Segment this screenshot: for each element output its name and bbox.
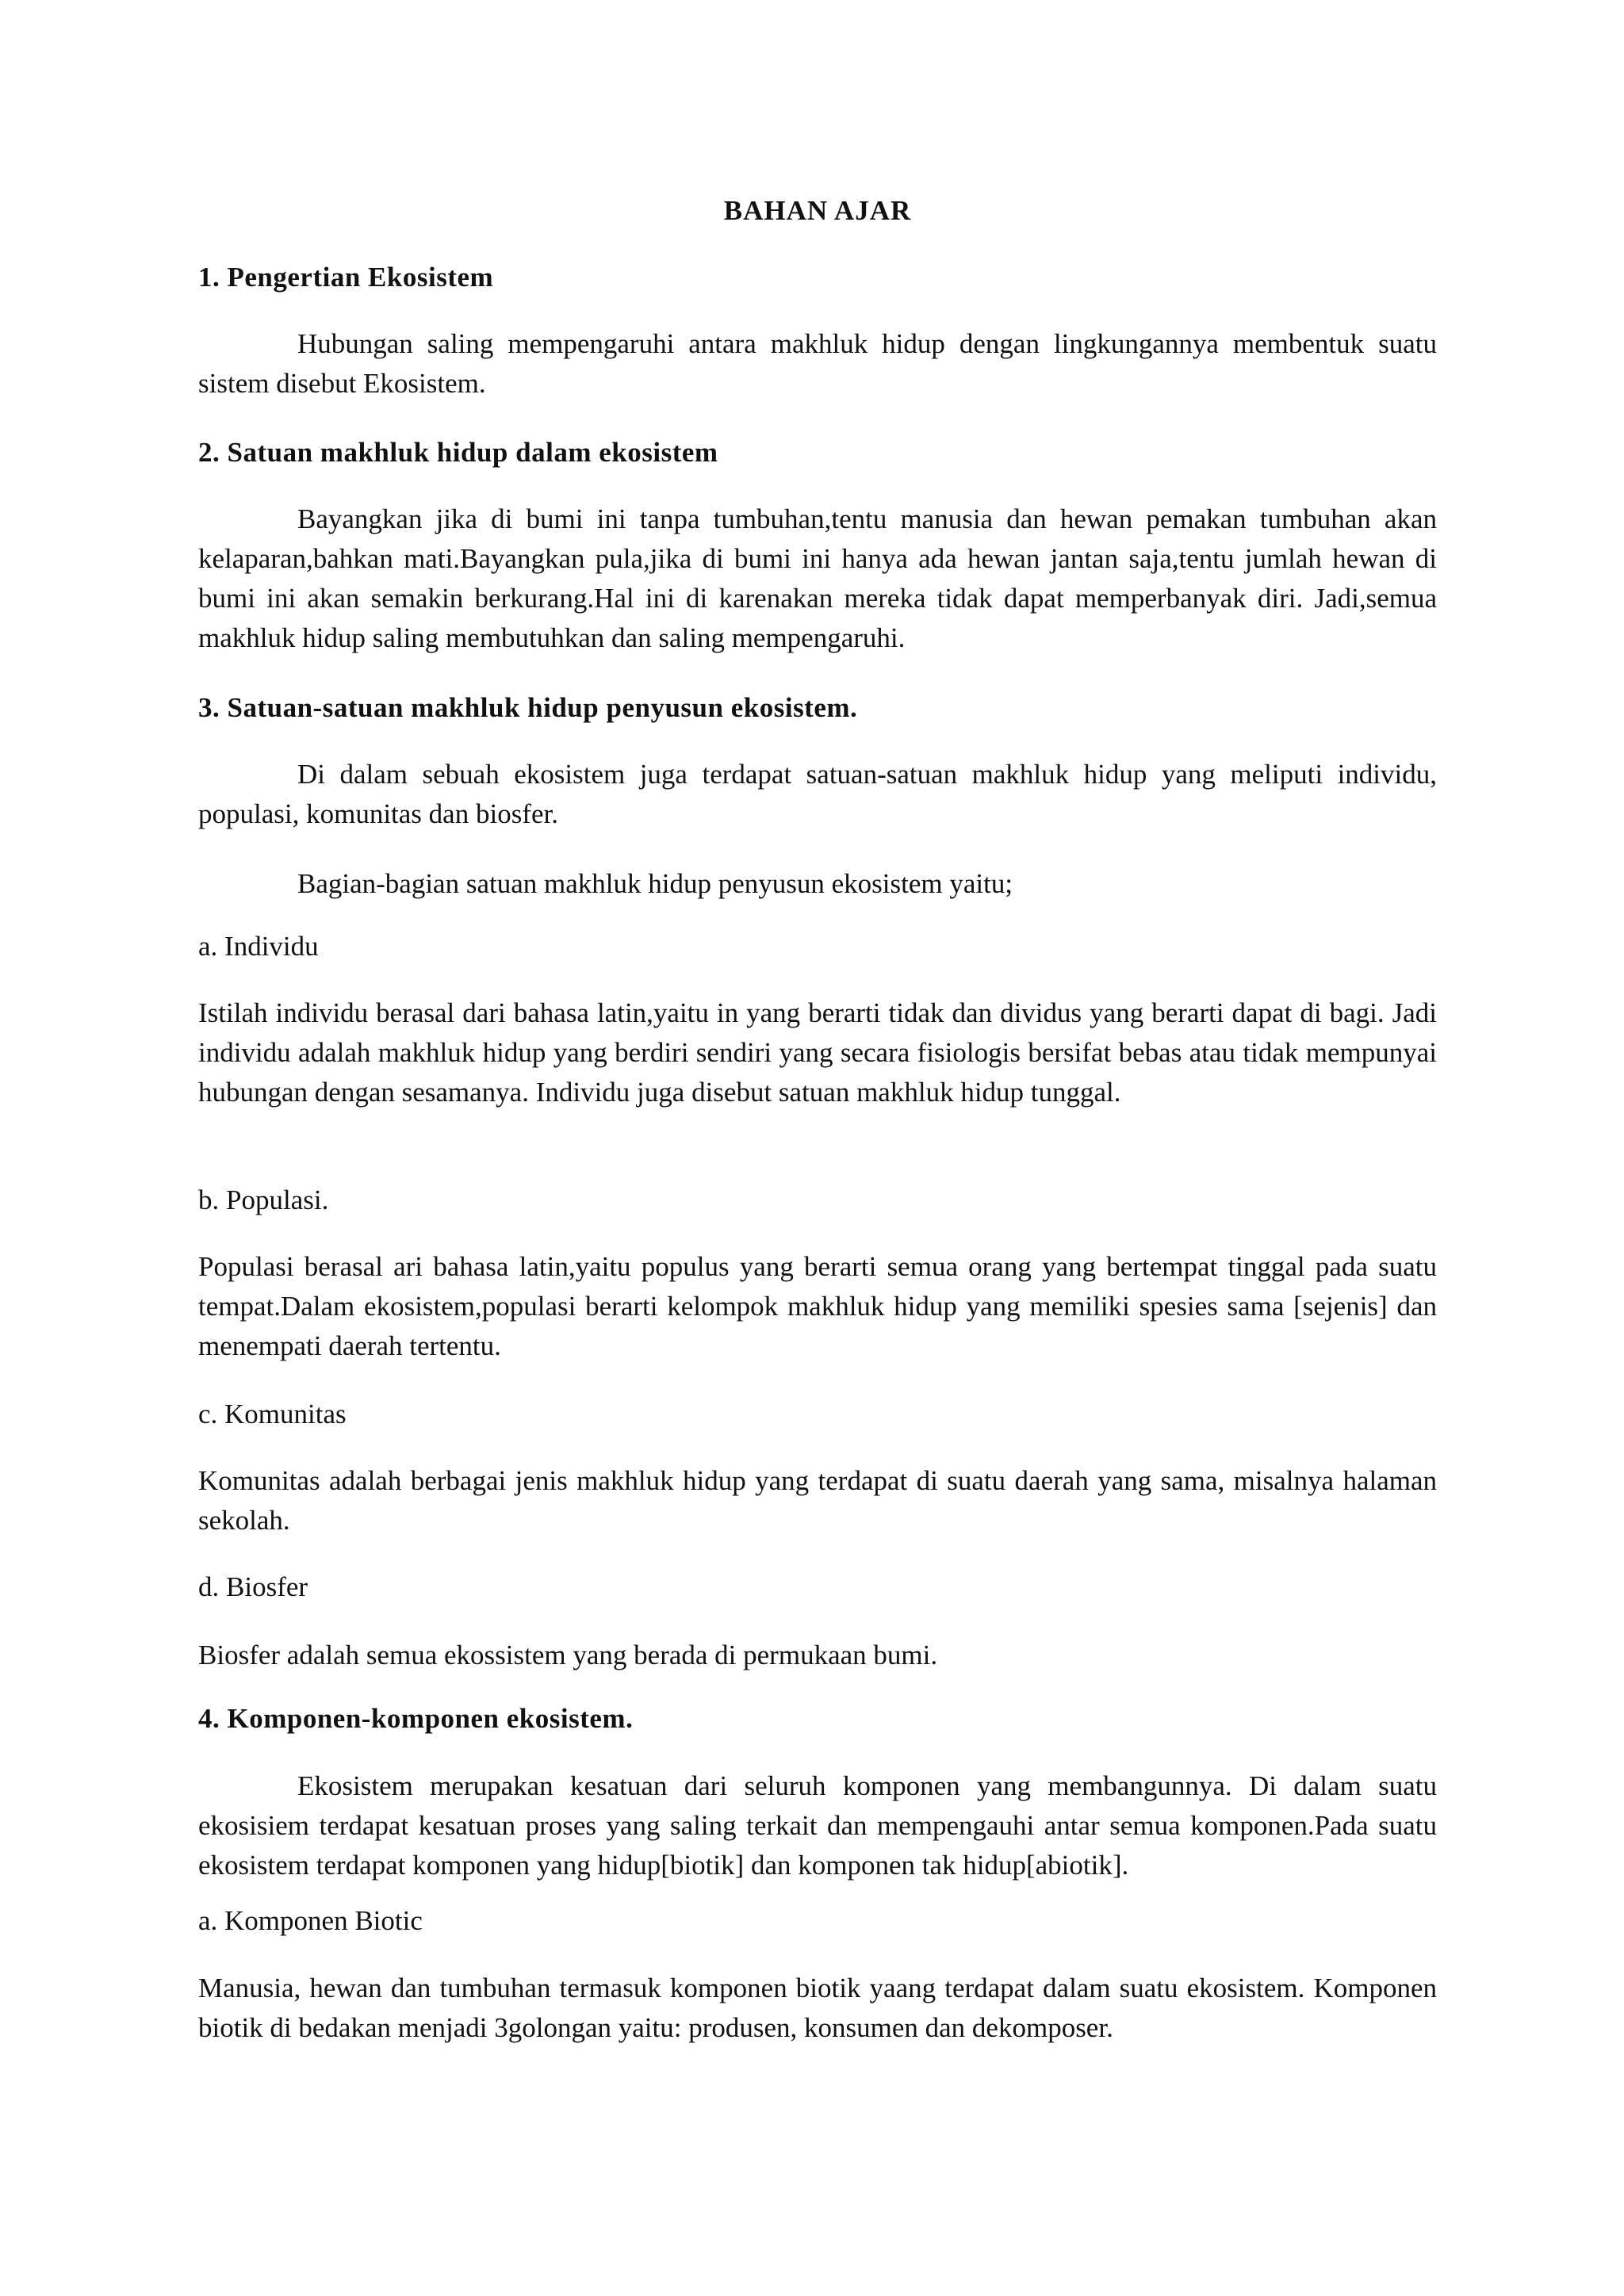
subsection-biosfer-text: Biosfer adalah semua ekossistem yang berada di permukaan bumi. xyxy=(198,1640,938,1670)
section-3-paragraph-1: Di dalam sebuah ekosistem juga terdapat satuan-satuan makhluk hidup yang meliputi individu, populasi, komunitas dan biosfer. xyxy=(198,759,1437,829)
subsection-komunitas-text: Komunitas adalah berbagai jenis makhluk hidup yang terdapat di suatu daerah yang sama, misalnya halaman sekolah. xyxy=(198,1465,1437,1536)
subsection-individu-label: a. Individu xyxy=(198,931,319,962)
section-2-paragraph: Bayangkan jika di bumi ini tanpa tumbuhan,tentu manusia dan hewan pemakan tumbuhan akan kelaparan,bahkan mati.Bayangkan pula,jika di bumi ini hanya ada hewan jantan saja,tentu jumlah hewan di bumi ini akan semakin berkurang.Hal ini di karenakan mereka tidak dapat memperbanyak diri. Jadi,semua makhluk hidup saling membutuhkan dan saling mempengaruhi. xyxy=(198,503,1437,653)
subsection-populasi-text: Populasi berasal ari bahasa latin,yaitu populus yang berarti semua orang yang bertempat tinggal pada suatu tempat.Dalam ekosistem,populasi berarti kelompok makhluk hidup yang memiliki spesies sama [sejenis] dan menempati daerah tertentu. xyxy=(198,1251,1437,1361)
section-2-heading: 2. Satuan makhluk hidup dalam ekosistem xyxy=(198,437,718,468)
section-1-paragraph: Hubungan saling mempengaruhi antara makhluk hidup dengan lingkungannya membentuk suatu sistem disebut Ekosistem. xyxy=(198,328,1437,399)
section-3-heading: 3. Satuan-satuan makhluk hidup penyusun ekosistem. xyxy=(198,692,858,723)
subsection-individu-text: Istilah individu berasal dari bahasa latin,yaitu in yang berarti tidak dan dividus yang berarti dapat di bagi. Jadi individu adalah makhluk hidup yang berdiri sendiri yang secara fisiologis bersifat bebas atau tidak mempunyai hubungan dengan sesamanya. Individu juga disebut satuan makhluk hidup tunggal. xyxy=(198,997,1437,1108)
section-3-paragraph-2: Bagian-bagian satuan makhluk hidup penyusun ekosistem yaitu; xyxy=(297,868,1013,899)
subsection-biotic-text: Manusia, hewan dan tumbuhan termasuk komponen biotik yaang terdapat dalam suatu ekosistem. Komponen biotik di bedakan menjadi 3golongan yaitu: produsen, konsumen dan dekomposer. xyxy=(198,1973,1437,2043)
subsection-biotic-label: a. Komponen Biotic xyxy=(198,1905,423,1936)
subsection-populasi-label: b. Populasi. xyxy=(198,1184,329,1215)
subsection-biosfer-label: d. Biosfer xyxy=(198,1571,308,1602)
subsection-komunitas-label: c. Komunitas xyxy=(198,1399,347,1429)
section-1-heading: 1. Pengertian Ekosistem xyxy=(198,262,494,293)
section-4-heading: 4. Komponen-komponen ekosistem. xyxy=(198,1703,634,1734)
document-page xyxy=(198,0,1437,2296)
section-4-paragraph: Ekosistem merupakan kesatuan dari seluruh komponen yang membangunnya. Di dalam suatu ekosisiem terdapat kesatuan proses yang saling terkait dan mempengauhi antar semua komponen.Pada suatu ekosistem terdapat komponen yang hidup[biotik] dan komponen tak hidup[abiotik]. xyxy=(198,1770,1437,1881)
document-title: BAHAN AJAR xyxy=(723,195,912,226)
